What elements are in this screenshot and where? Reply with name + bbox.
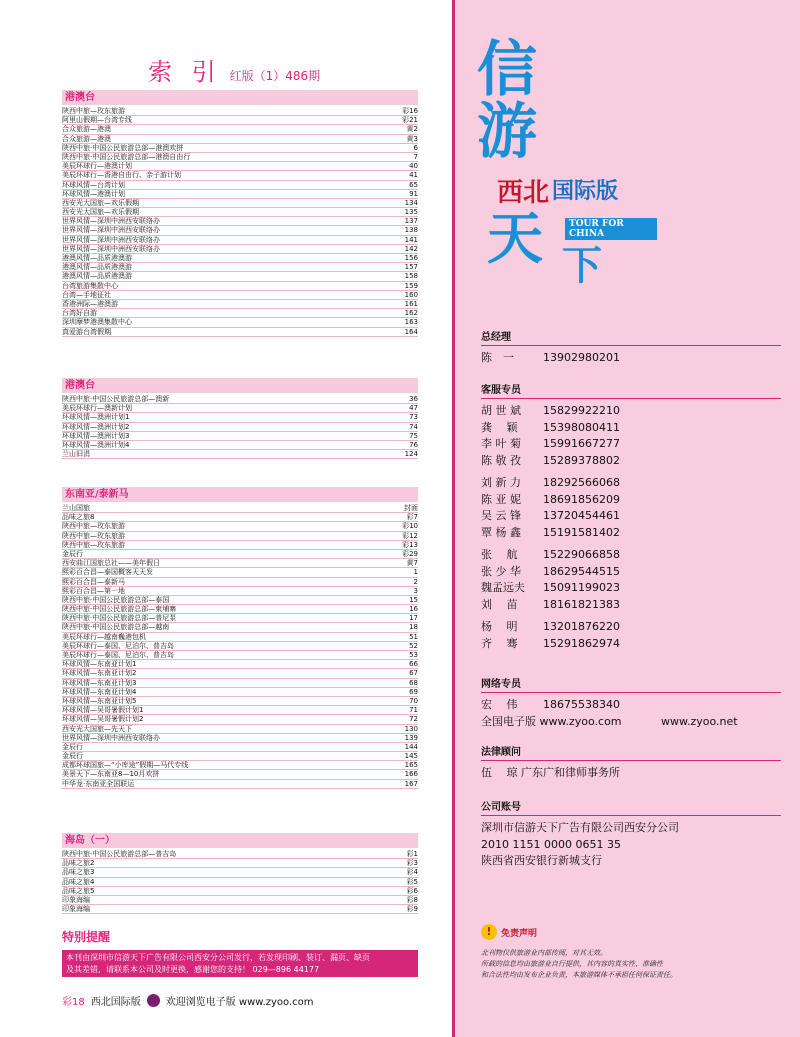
index-page: 71 bbox=[409, 706, 418, 715]
index-entry: 陕西中旅—玫东旅游 bbox=[62, 522, 125, 531]
index-page: 7 bbox=[413, 152, 418, 161]
contact-line: 刘 新 力 18292566068 bbox=[481, 476, 620, 489]
index-page: 53 bbox=[409, 651, 418, 659]
index-entry: 环球风情—东南亚计划3 bbox=[62, 678, 137, 687]
contact-line: 李 叶 菊 15991667277 bbox=[481, 437, 620, 450]
index-entry: 陕西中旅·中国公民旅游总部—普尼泵 bbox=[62, 614, 177, 623]
index-row bbox=[62, 550, 418, 559]
index-page: 彩12 bbox=[402, 531, 418, 540]
index-entry: 金辰行 bbox=[62, 549, 83, 558]
index-page: 黄2 bbox=[406, 125, 418, 134]
contact-line: 刘 苗 18161821383 bbox=[481, 597, 620, 611]
contact-line: 宏 伟 18675538340 bbox=[481, 698, 620, 711]
remind-box: 本刊由深圳市信游天下广告有限公司西安分公司发行，若发现印刷、装订、漏页、缺页 及其差错，请联系本公司及时更换，感谢您的支持！ 029—896 44177 bbox=[62, 950, 418, 977]
index-page: 彩6 bbox=[406, 886, 418, 895]
index-row bbox=[62, 423, 418, 432]
index-row bbox=[62, 450, 418, 459]
index-page: 162 bbox=[404, 309, 418, 318]
index-row bbox=[62, 413, 418, 422]
contact-line: 齐 骞 15291862974 bbox=[481, 636, 620, 650]
contact-line: 陈 一 13902980201 bbox=[481, 351, 620, 364]
index-page: 彩29 bbox=[402, 549, 418, 558]
contact-line: 张 少 华 18629544515 bbox=[481, 564, 620, 578]
index-row bbox=[62, 328, 418, 337]
index-page: 41 bbox=[409, 171, 418, 180]
contact-line: 陕西省西安银行新城支行 bbox=[481, 854, 602, 867]
index-page: 封面 bbox=[404, 504, 418, 512]
index-entry: 中华龙·东南亚全国联运 bbox=[62, 779, 135, 788]
index-entry: 港澳风情—品质港澳游 bbox=[62, 254, 132, 262]
index-page: 160 bbox=[404, 290, 418, 299]
index-row bbox=[62, 859, 418, 868]
index-entry: 合众旅游—港澳 bbox=[62, 134, 111, 143]
index-entry: 金辰行 bbox=[62, 752, 83, 761]
section-heading: 港澳台 bbox=[62, 378, 418, 393]
index-row bbox=[62, 715, 418, 724]
index-row bbox=[62, 125, 418, 134]
index-page: 144 bbox=[404, 742, 418, 751]
index-row bbox=[62, 541, 418, 550]
index-entry: 环球风情—东南亚计划2 bbox=[62, 669, 137, 678]
index-section bbox=[62, 90, 418, 337]
index-row bbox=[62, 404, 418, 413]
index-row bbox=[62, 236, 418, 245]
index-entry: 陕西中旅·中国公民旅游总部—澳新 bbox=[62, 395, 170, 403]
index-row bbox=[62, 660, 418, 669]
index-row bbox=[62, 559, 418, 568]
index-entry: 港澳风情—品质港澳游 bbox=[62, 272, 132, 281]
index-entry: 世界风情—深圳中洲西安联络办 bbox=[62, 226, 160, 235]
index-entry: 港澳风情—品质港澳游 bbox=[62, 263, 132, 272]
index-entry: 陕西中旅·中国公民旅游总部—柬埔寨 bbox=[62, 605, 177, 614]
index-page: 66 bbox=[409, 660, 418, 669]
index-row bbox=[62, 208, 418, 217]
index-section bbox=[62, 378, 418, 459]
index-page: 彩7 bbox=[406, 513, 418, 522]
index-entry: 美辰环球行—泰国、尼泊尔、普吉岛 bbox=[62, 641, 174, 650]
index-page: 40 bbox=[409, 162, 418, 171]
contact-heading: 总经理 bbox=[481, 328, 781, 346]
index-entry: 印象海编 bbox=[62, 895, 90, 904]
index-row bbox=[62, 761, 418, 770]
index-page: 36 bbox=[409, 395, 418, 403]
index-page: 6 bbox=[413, 143, 418, 152]
section-heading: 东南亚/泰新马 bbox=[62, 487, 418, 502]
index-page: 161 bbox=[404, 299, 418, 308]
index-row bbox=[62, 623, 418, 632]
index-page: 157 bbox=[404, 263, 418, 272]
remind-title: 特别提醒 bbox=[62, 930, 111, 944]
index-page: 137 bbox=[404, 217, 418, 226]
contact-line: 覃 杨 鑫 15191581402 bbox=[481, 525, 620, 539]
index-entry: 美辰环球行—香港自由行、亲子游计划 bbox=[62, 171, 181, 180]
section-heading: 港澳台 bbox=[62, 90, 418, 105]
index-page: 75 bbox=[409, 431, 418, 440]
index-row bbox=[62, 309, 418, 318]
index-row bbox=[62, 868, 418, 877]
index-entry: 环球风情—吴哥暑假计划2 bbox=[62, 715, 144, 724]
index-page: 47 bbox=[409, 404, 418, 413]
index-entry: 环球风情—澳洲计划1 bbox=[62, 413, 130, 422]
index-entry: 西安曲江国旅总社——美年假日 bbox=[62, 559, 160, 568]
index-page: 68 bbox=[409, 678, 418, 687]
index-row bbox=[62, 254, 418, 263]
index-row bbox=[62, 282, 418, 291]
index-row bbox=[62, 896, 418, 905]
index-row bbox=[62, 669, 418, 678]
index-page: 彩4 bbox=[406, 868, 418, 877]
index-row bbox=[62, 300, 418, 309]
index-row bbox=[62, 107, 418, 116]
index-row bbox=[62, 217, 418, 226]
index-entry: 美辰环球行—港澳计划 bbox=[62, 162, 132, 171]
index-page: 164 bbox=[404, 327, 418, 336]
index-entry: 陕西中旅·中国公民旅游总部—港澳欢拼 bbox=[62, 143, 184, 152]
index-entry: 环球风情—台湾计划 bbox=[62, 180, 125, 189]
index-entry: 美辰环球行—越南巍港包机 bbox=[62, 632, 146, 641]
index-entry: 陕西中旅·中国公民旅游总部—越南 bbox=[62, 623, 170, 632]
index-row bbox=[62, 770, 418, 779]
index-page: 156 bbox=[404, 254, 418, 262]
index-entry: 兰山旧涓 bbox=[62, 450, 90, 459]
index-page: 52 bbox=[409, 641, 418, 650]
index-page: 139 bbox=[404, 733, 418, 742]
index-entry: 世界风情—深圳中洲西安联络办 bbox=[62, 244, 160, 253]
index-page: 51 bbox=[409, 632, 418, 641]
index-row bbox=[62, 190, 418, 199]
index-row bbox=[62, 272, 418, 281]
index-page: 彩16 bbox=[402, 107, 418, 115]
contact-block bbox=[481, 798, 781, 870]
index-entry: 熙彩百合昌—第一地 bbox=[62, 586, 125, 595]
index-row bbox=[62, 504, 418, 513]
index-entry: 西安光大国旅—欢乐假期 bbox=[62, 198, 139, 207]
index-page: 17 bbox=[409, 614, 418, 623]
contact-line: 全国电子版 www.zyoo.com www.zyoo.net bbox=[481, 714, 738, 728]
index-row bbox=[62, 633, 418, 642]
index-row bbox=[62, 688, 418, 697]
index-page: 165 bbox=[404, 761, 418, 770]
index-row bbox=[62, 513, 418, 522]
contact-block bbox=[481, 381, 781, 652]
index-entry: 美辰环球行—泰国、尼泊尔、普吉岛 bbox=[62, 651, 174, 659]
index-entry: 深圳摩梦港澳集散中心 bbox=[62, 318, 132, 327]
index-page: 彩21 bbox=[402, 116, 418, 125]
index-entry: 合众旅游—港澳 bbox=[62, 125, 111, 134]
footer: 彩18 西北国际版 欢迎浏览电子版 www.zyoo.com bbox=[62, 993, 313, 1008]
contact-heading: 网络专员 bbox=[481, 675, 781, 693]
index-entry: 陕西中旅·中国公民旅游总部—泰国 bbox=[62, 595, 170, 604]
index-row bbox=[62, 162, 418, 171]
index-entry: 世界风情—深圳中洲西安联络办 bbox=[62, 217, 160, 226]
index-row bbox=[62, 522, 418, 531]
index-page: 67 bbox=[409, 669, 418, 678]
index-entry: 环球风情—澳洲计划2 bbox=[62, 422, 130, 431]
disclaimer: ! 免责声明 北刊物仅供旅游业内部传阅，对其无效。 所载的信息均由旅游业自行提供，其内容的真实性、准确性 和合法性均由发布企业负责，本旅游媒体不承担任何保证责任。 bbox=[481, 925, 677, 979]
index-page: 彩5 bbox=[406, 877, 418, 886]
contact-line: 张 航 15229066858 bbox=[481, 548, 620, 561]
index-entry: 世界风情—深圳中洲西安联络办 bbox=[62, 733, 160, 742]
index-page: 74 bbox=[409, 422, 418, 431]
index-row bbox=[62, 291, 418, 300]
index-page: 91 bbox=[409, 189, 418, 198]
index-entry: 环球风情—吴哥暑假计划1 bbox=[62, 706, 144, 715]
index-page: 彩10 bbox=[402, 522, 418, 531]
index-row bbox=[62, 153, 418, 162]
index-entry: 台湾好自游 bbox=[62, 309, 97, 318]
index-page: 黄3 bbox=[406, 134, 418, 143]
index-page: 18 bbox=[409, 623, 418, 632]
index-page: 1 bbox=[413, 568, 418, 577]
index-entry: 环球风情—澳洲计划4 bbox=[62, 440, 130, 449]
index-entry: 陕西中旅—玫东旅游 bbox=[62, 107, 125, 115]
index-row bbox=[62, 226, 418, 235]
contact-line: 龚 颖 15398080411 bbox=[481, 420, 620, 434]
contact-heading: 公司账号 bbox=[481, 798, 781, 816]
index-entry: 台湾旅游集散中心 bbox=[62, 281, 118, 290]
index-page: 138 bbox=[404, 226, 418, 235]
index-row bbox=[62, 651, 418, 660]
index-page: 69 bbox=[409, 687, 418, 696]
index-entry: 世界风情—深圳中洲西安联络办 bbox=[62, 235, 160, 244]
index-page: 145 bbox=[404, 752, 418, 761]
section-heading: 海岛（一） bbox=[62, 833, 418, 848]
index-page: 76 bbox=[409, 440, 418, 449]
index-row bbox=[62, 878, 418, 887]
index-page: 65 bbox=[409, 180, 418, 189]
index-row bbox=[62, 135, 418, 144]
contact-line: 胡 世 斌 15829922210 bbox=[481, 404, 620, 417]
index-section bbox=[62, 487, 418, 789]
index-page: 彩3 bbox=[406, 859, 418, 868]
index-row bbox=[62, 887, 418, 896]
index-entry: 兰山国旅 bbox=[62, 504, 90, 512]
index-row bbox=[62, 697, 418, 706]
index-row bbox=[62, 144, 418, 153]
contact-block bbox=[481, 328, 781, 367]
index-entry: 西安光大国旅—先天下 bbox=[62, 724, 132, 733]
index-page: 130 bbox=[404, 724, 418, 733]
index-page: 黄7 bbox=[406, 559, 418, 568]
index-row bbox=[62, 679, 418, 688]
index-page: 134 bbox=[404, 198, 418, 207]
index-page: 彩1 bbox=[406, 850, 418, 858]
index-row bbox=[62, 199, 418, 208]
index-entry: 品味之旅5 bbox=[62, 886, 95, 895]
index-entry: 美景天下—东南亚8—10月欢拼 bbox=[62, 770, 160, 779]
index-entry: 环球风情—港澳计划 bbox=[62, 189, 125, 198]
index-page: 2 bbox=[413, 577, 418, 586]
index-entry: 美辰环球行—澳新计划 bbox=[62, 404, 132, 413]
index-page: 15 bbox=[409, 595, 418, 604]
index-page: 70 bbox=[409, 696, 418, 705]
index-entry: 熙彩百合昌—泰新马 bbox=[62, 577, 125, 586]
contact-line: 杨 明 13201876220 bbox=[481, 620, 620, 633]
index-row bbox=[62, 532, 418, 541]
index-row bbox=[62, 318, 418, 327]
index-row bbox=[62, 605, 418, 614]
brand-logo-icon bbox=[147, 994, 160, 1007]
index-entry: 陕西中旅—玫东旅游 bbox=[62, 531, 125, 540]
index-row bbox=[62, 780, 418, 789]
index-entry: 西安光大国旅—欢乐假期 bbox=[62, 208, 139, 217]
index-title: 索 引 红版（1）486期 bbox=[148, 58, 321, 86]
index-page: 135 bbox=[404, 208, 418, 217]
index-entry: 真爱游台湾假期 bbox=[62, 327, 111, 336]
index-entry: 环球风情—东南亚计划4 bbox=[62, 687, 137, 696]
index-row bbox=[62, 578, 418, 587]
contact-line: 2010 1151 0000 0651 35 bbox=[481, 837, 621, 851]
index-entry: 成都环球国旅—“小库途”假期—马代专线 bbox=[62, 761, 189, 770]
index-page: 166 bbox=[404, 770, 418, 779]
index-row bbox=[62, 587, 418, 596]
index-row bbox=[62, 734, 418, 743]
contact-heading: 法律顾问 bbox=[481, 743, 781, 761]
index-row bbox=[62, 441, 418, 450]
contact-heading: 客服专员 bbox=[481, 381, 781, 399]
index-entry: 香港洲际—港澳游 bbox=[62, 299, 118, 308]
index-page: 159 bbox=[404, 281, 418, 290]
index-page: 16 bbox=[409, 605, 418, 614]
index-entry: 陕西中旅·中国公民旅游总部—普吉岛 bbox=[62, 850, 177, 858]
index-row bbox=[62, 614, 418, 623]
index-page: 124 bbox=[404, 450, 418, 459]
index-entry: 品味之旅4 bbox=[62, 877, 95, 886]
magazine-logo: 信 游 西北 国际版 TOUR FOR CHINA 天 下 bbox=[477, 40, 657, 270]
index-row bbox=[62, 743, 418, 752]
index-row bbox=[62, 905, 418, 914]
index-entry: 陕西中旅—玫东旅游 bbox=[62, 540, 125, 549]
index-entry: 品味之旅2 bbox=[62, 859, 95, 868]
index-page: 彩13 bbox=[402, 540, 418, 549]
index-entry: 环球风情—东南亚计划5 bbox=[62, 696, 137, 705]
index-row bbox=[62, 725, 418, 734]
index-entry: 品味之旅8 bbox=[62, 513, 95, 522]
index-page: 142 bbox=[404, 244, 418, 253]
index-page: 167 bbox=[404, 779, 418, 788]
index-entry: 品味之旅3 bbox=[62, 868, 95, 877]
index-entry: 陕西中旅·中国公民旅游总部—港澳自由行 bbox=[62, 152, 191, 161]
index-page: 彩8 bbox=[406, 895, 418, 904]
index-entry: 金辰行 bbox=[62, 742, 83, 751]
index-entry: 环球风情—东南亚计划1 bbox=[62, 660, 137, 669]
index-row bbox=[62, 752, 418, 761]
index-entry: 印象海编 bbox=[62, 905, 90, 914]
index-page: 3 bbox=[413, 586, 418, 595]
contact-line: 伍 琼 广东广和律师事务所 bbox=[481, 766, 620, 779]
index-row bbox=[62, 568, 418, 577]
index-row bbox=[62, 596, 418, 605]
index-row bbox=[62, 850, 418, 859]
index-page: 163 bbox=[404, 318, 418, 327]
index-row bbox=[62, 171, 418, 180]
index-page: 72 bbox=[409, 715, 418, 724]
contact-line: 魏孟远夫 15091199023 bbox=[481, 581, 620, 594]
contact-block bbox=[481, 675, 781, 730]
warning-icon: ! bbox=[481, 924, 497, 940]
index-entry: 熙彩百合昌—泰国概客天天发 bbox=[62, 568, 153, 577]
index-entry: 台湾—手地征社 bbox=[62, 290, 111, 299]
contact-line: 陈 敬 孜 15289378802 bbox=[481, 453, 620, 467]
index-row bbox=[62, 245, 418, 254]
contact-line: 吴 云 锋 13720454461 bbox=[481, 509, 620, 522]
contact-line: 陈 亚 妮 18691856209 bbox=[481, 492, 620, 506]
index-page: 141 bbox=[404, 235, 418, 244]
index-row bbox=[62, 263, 418, 272]
index-row bbox=[62, 395, 418, 404]
index-row bbox=[62, 181, 418, 190]
index-row bbox=[62, 642, 418, 651]
index-row bbox=[62, 432, 418, 441]
index-row bbox=[62, 116, 418, 125]
index-page: 73 bbox=[409, 413, 418, 422]
index-page: 彩9 bbox=[406, 905, 418, 914]
index-page: 158 bbox=[404, 272, 418, 281]
index-entry: 阿里山假期—台湾专线 bbox=[62, 116, 132, 125]
index-entry: 环球风情—澳洲计划3 bbox=[62, 431, 130, 440]
index-section bbox=[62, 833, 418, 914]
contact-line: 深圳市信游天下广告有限公司西安分公司 bbox=[481, 821, 679, 834]
index-row bbox=[62, 706, 418, 715]
contact-block bbox=[481, 743, 781, 782]
